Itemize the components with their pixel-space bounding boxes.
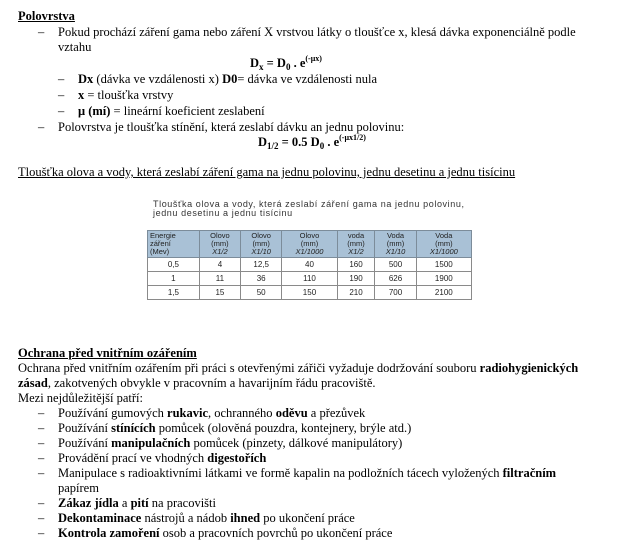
- table-cell: 160: [337, 258, 375, 272]
- list-dash: –: [38, 436, 45, 450]
- header-energy: Energie záření (Mev): [148, 231, 200, 258]
- table-cell: 626: [375, 272, 416, 286]
- sub-bullet-3: μ (mí) = lineární koeficient zeslabení: [78, 104, 265, 118]
- list-dash: –: [38, 406, 45, 420]
- table-cell: 700: [375, 286, 416, 300]
- list-item: Používání stínících pomůcek (olověná pouzdra, kontejnery, brýle atd.): [58, 421, 412, 435]
- list-item: Dekontaminace nástrojů a nádob ihned po ukončení práce: [58, 511, 355, 525]
- list-item: Používání gumových rukavic, ochranného oděvu a přezůvek: [58, 406, 366, 420]
- table-cell: 110: [282, 272, 337, 286]
- table-cell: 150: [282, 286, 337, 300]
- list-dash: –: [38, 511, 45, 525]
- list-item: Používání manipulačních pomůcek (pinzety, dálkové manipulátory): [58, 436, 403, 450]
- table-header-row: [148, 231, 472, 258]
- bullet-text-1: Pokud prochází záření gama nebo záření X vrstvou látky o tloušťce x, klesá dávka exponenciálně podle: [58, 25, 576, 39]
- table-cell: 1,5: [148, 286, 200, 300]
- table-cell: 15: [199, 286, 240, 300]
- section-heading-internal-protection: Ochrana před vnitřním ozářením: [18, 346, 197, 360]
- table-cell: 40: [282, 258, 337, 272]
- list-dash: –: [38, 451, 45, 465]
- image-caption-line-1: Tloušťka olova a vody, která zeslabí záření gama na jednu polovinu,: [153, 199, 465, 209]
- table-cell: 190: [337, 272, 375, 286]
- table-row: [148, 258, 472, 272]
- table-cell: 12,5: [241, 258, 282, 272]
- list-item: Zákaz jídla a pití na pracovišti: [58, 496, 216, 510]
- table-cell: 2100: [416, 286, 471, 300]
- table-cell: 500: [375, 258, 416, 272]
- paragraph-line-1: Ochrana před vnitřním ozářením při práci s otevřenými zářiči vyžaduje dodržování souboru radiohygienických: [18, 361, 579, 375]
- bullet-text-1-continued: vztahu: [58, 40, 92, 54]
- header-lead-half: Olovo (mm) X1/2: [199, 231, 240, 258]
- header-lead-tenth: Olovo (mm) X1/10: [241, 231, 282, 258]
- sub-bullet-dash: –: [58, 72, 65, 86]
- bullet-dash: –: [38, 25, 45, 39]
- table-cell: 11: [199, 272, 240, 286]
- table-cell: 210: [337, 286, 375, 300]
- section-heading-polovrstva: Polovrstva: [18, 9, 75, 23]
- table-row: [148, 272, 472, 286]
- header-water-tenth: Voda (mm) X1/10: [375, 231, 416, 258]
- header-water-half: voda (mm) X1/2: [337, 231, 375, 258]
- list-item: Manipulace s radioaktivními látkami ve formě kapalin na podložních tácech vyložených filtračním: [58, 466, 557, 480]
- bullet-dash: –: [38, 120, 45, 134]
- formula-attenuation: $D_x = D_0$ . $e^{(-\mu x)}$: [250, 54, 322, 72]
- thickness-table: [147, 230, 472, 300]
- list-dash: –: [38, 526, 45, 540]
- list-dash: –: [38, 466, 45, 480]
- list-item: Provádění prací ve vhodných digestořích: [58, 451, 267, 465]
- table-cell: 1: [148, 272, 200, 286]
- list-item-continued: papírem: [58, 481, 99, 495]
- formula-half-value: $D_{1/2} = 0.5$ $D_0$ . $e^{(-\mu x1/2)}$: [258, 133, 366, 151]
- sub-bullet-1: Dx (dávka ve vzdálenosti x) D0= dávka ve vzdálenosti nula: [78, 72, 377, 86]
- table-cell: 1900: [416, 272, 471, 286]
- table-cell: 4: [199, 258, 240, 272]
- paragraph-line-3: Mezi nejdůležitější patří:: [18, 391, 143, 405]
- bullet-text-2: Polovrstva je tloušťka stínění, která zeslabí dávku an jednu polovinu:: [58, 120, 405, 134]
- table-cell: 0,5: [148, 258, 200, 272]
- paragraph-line-2: zásad, zakotvených obvykle v pracovním a havarijním řádu pracoviště.: [18, 376, 376, 390]
- list-dash: –: [38, 421, 45, 435]
- table-cell: 50: [241, 286, 282, 300]
- image-caption-line-2: jednu desetinu a jednu tisícinu: [153, 208, 293, 218]
- table-cell: 1500: [416, 258, 471, 272]
- table-cell: 36: [241, 272, 282, 286]
- sub-bullet-2: x = tloušťka vrstvy: [78, 88, 174, 102]
- sub-bullet-dash: –: [58, 88, 65, 102]
- list-dash: –: [38, 496, 45, 510]
- sub-bullet-dash: –: [58, 104, 65, 118]
- header-water-thousandth: Voda (mm) X1/1000: [416, 231, 471, 258]
- table-heading: Tloušťka olova a vody, která zeslabí záření gama na jednu polovinu, jednu desetinu a jednu tisícinu: [18, 165, 516, 179]
- list-item: Kontrola zamoření osob a pracovních povrchů po ukončení práce: [58, 526, 393, 540]
- table-row: [148, 286, 472, 300]
- header-lead-thousandth: Olovo (mm) X1/1000: [282, 231, 337, 258]
